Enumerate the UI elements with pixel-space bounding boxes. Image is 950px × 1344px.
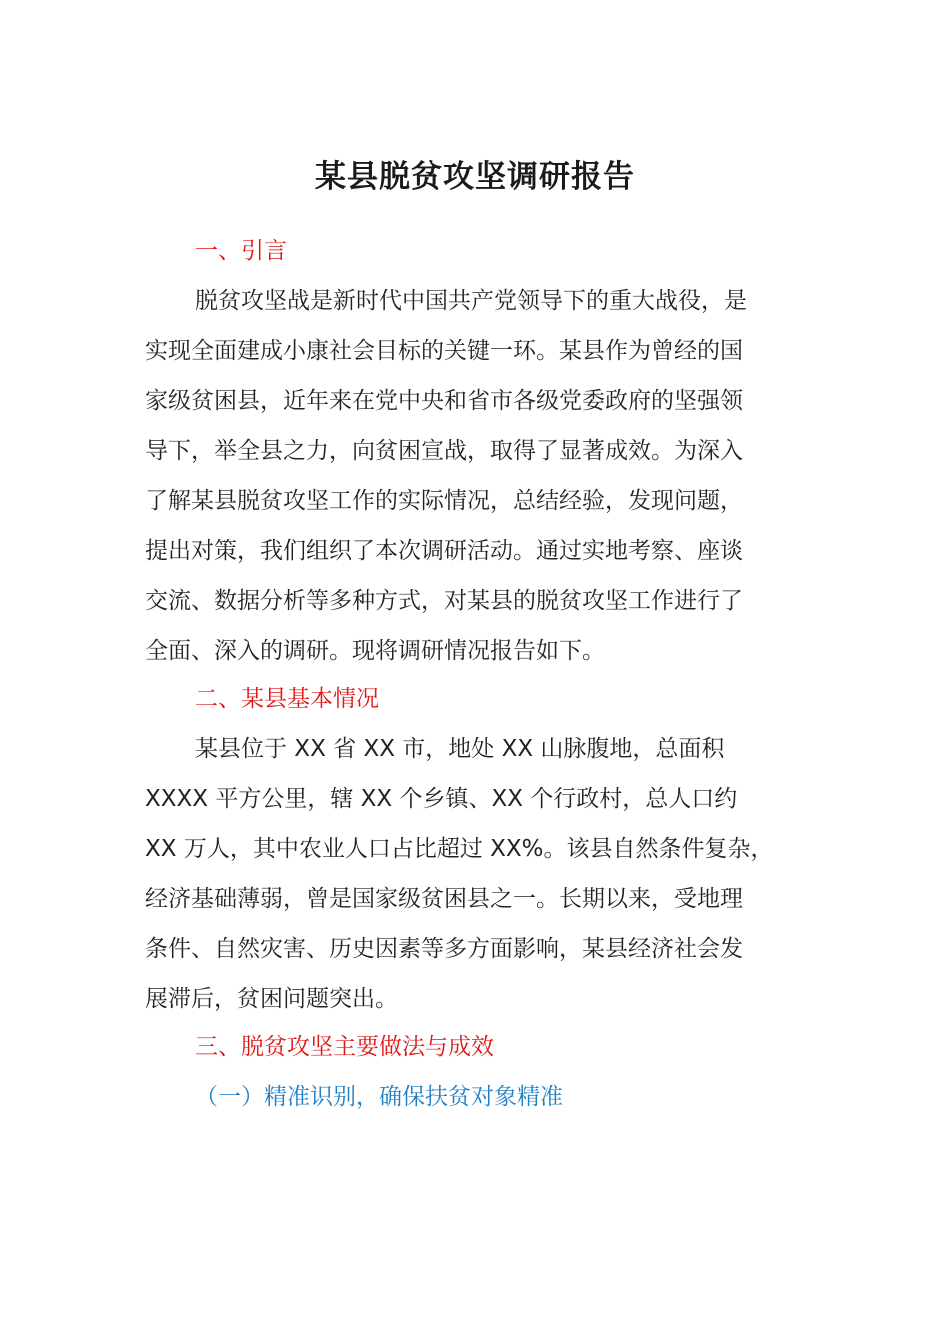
- paragraph-line: XX 万人，其中农业人口占比超过 XX%。该县自然条件复杂，: [145, 836, 774, 862]
- paragraph-line: 实现全面建成小康社会目标的关键一环。某县作为曾经的国: [145, 338, 743, 364]
- paragraph-line: 了解某县脱贫攻坚工作的实际情况，总结经验，发现问题，: [145, 488, 743, 514]
- paragraph-line: 家级贫困县，近年来在党中央和省市各级党委政府的坚强领: [145, 388, 743, 414]
- paragraph: [145, 276, 825, 676]
- section-heading: 二、某县基本情况: [195, 686, 379, 712]
- section-introduction: [145, 226, 825, 676]
- section-heading: 三、脱贫攻坚主要做法与成效: [195, 1034, 494, 1060]
- paragraph-line: 提出对策，我们组织了本次调研活动。通过实地考察、座谈: [145, 538, 743, 564]
- paragraph: [145, 724, 825, 1024]
- paragraph-line: 导下，举全县之力，向贫困宣战，取得了显著成效。为深入: [145, 438, 743, 464]
- paragraph-line: XXXX 平方公里，辖 XX 个乡镇、XX 个行政村，总人口约: [145, 786, 738, 812]
- paragraph-line: 全面、深入的调研。现将调研情况报告如下。: [145, 638, 605, 664]
- section-county-overview: [145, 674, 825, 1024]
- section-heading: 一、引言: [195, 238, 287, 264]
- paragraph-line: 条件、自然灾害、历史因素等多方面影响，某县经济社会发: [145, 936, 743, 962]
- paragraph-line: 交流、数据分析等多种方式，对某县的脱贫攻坚工作进行了: [145, 588, 743, 614]
- paragraph-line: 脱贫攻坚战是新时代中国共产党领导下的重大战役，是: [195, 288, 747, 314]
- section-measures-results: [145, 1022, 825, 1122]
- section-subheading: （一）精准识别，确保扶贫对象精准: [195, 1084, 563, 1110]
- paragraph-line: 某县位于 XX 省 XX 市，地处 XX 山脉腹地，总面积: [195, 736, 725, 762]
- paragraph-line: 经济基础薄弱，曾是国家级贫困县之一。长期以来，受地理: [145, 886, 743, 912]
- paragraph-line: 展滞后，贫困问题突出。: [145, 986, 398, 1012]
- document-title: 某县脱贫攻坚调研报告: [315, 159, 635, 195]
